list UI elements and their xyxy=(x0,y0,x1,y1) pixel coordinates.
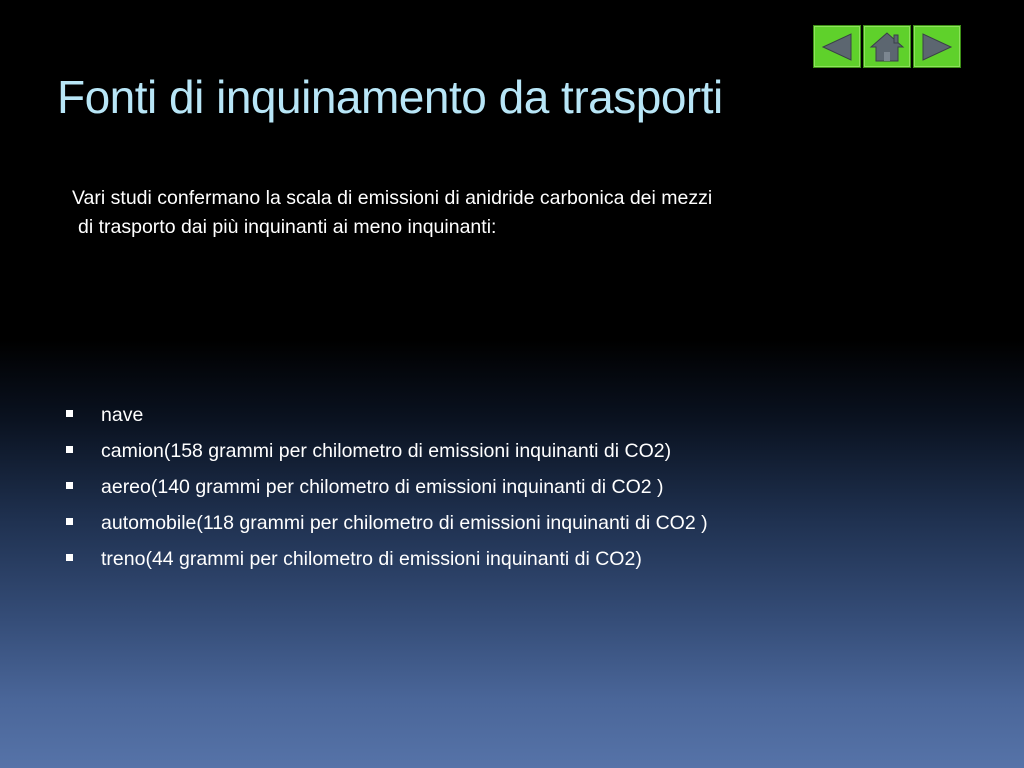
list-item xyxy=(64,505,708,541)
list-item-text: camion(158 grammi per chilometro di emissioni inquinanti di CO2) xyxy=(101,440,672,462)
bullet-square-icon xyxy=(66,446,73,453)
arrow-right-icon xyxy=(919,32,955,62)
next-slide-button[interactable] xyxy=(913,25,961,68)
slide-title: Fonti di inquinamento da trasporti xyxy=(57,71,723,123)
list-item-text: aereo(140 grammi per chilometro di emissioni inquinanti di CO2 ) xyxy=(101,476,664,498)
list-item xyxy=(64,433,708,469)
slide-navigation xyxy=(813,25,961,68)
list-item-text: treno(44 grammi per chilometro di emissioni inquinanti di CO2) xyxy=(101,548,642,570)
list-item xyxy=(64,397,708,433)
list-item-text: automobile(118 grammi per chilometro di emissioni inquinanti di CO2 ) xyxy=(101,512,708,534)
transport-bullet-list xyxy=(64,397,708,577)
intro-line: di trasporto dai più inquinanti ai meno inquinanti: xyxy=(78,216,497,238)
home-icon xyxy=(869,31,905,63)
previous-slide-button[interactable] xyxy=(813,25,861,68)
list-item xyxy=(64,469,708,505)
arrow-left-icon xyxy=(819,32,855,62)
list-item xyxy=(64,541,708,577)
home-button[interactable] xyxy=(863,25,911,68)
bullet-square-icon xyxy=(66,410,73,417)
intro-paragraph xyxy=(72,184,972,242)
bullet-square-icon xyxy=(66,482,73,489)
list-item-text: nave xyxy=(101,404,144,426)
bullet-square-icon xyxy=(66,554,73,561)
bullet-square-icon xyxy=(66,518,73,525)
intro-line: Vari studi confermano la scala di emissioni di anidride carbonica dei mezzi xyxy=(72,187,713,209)
